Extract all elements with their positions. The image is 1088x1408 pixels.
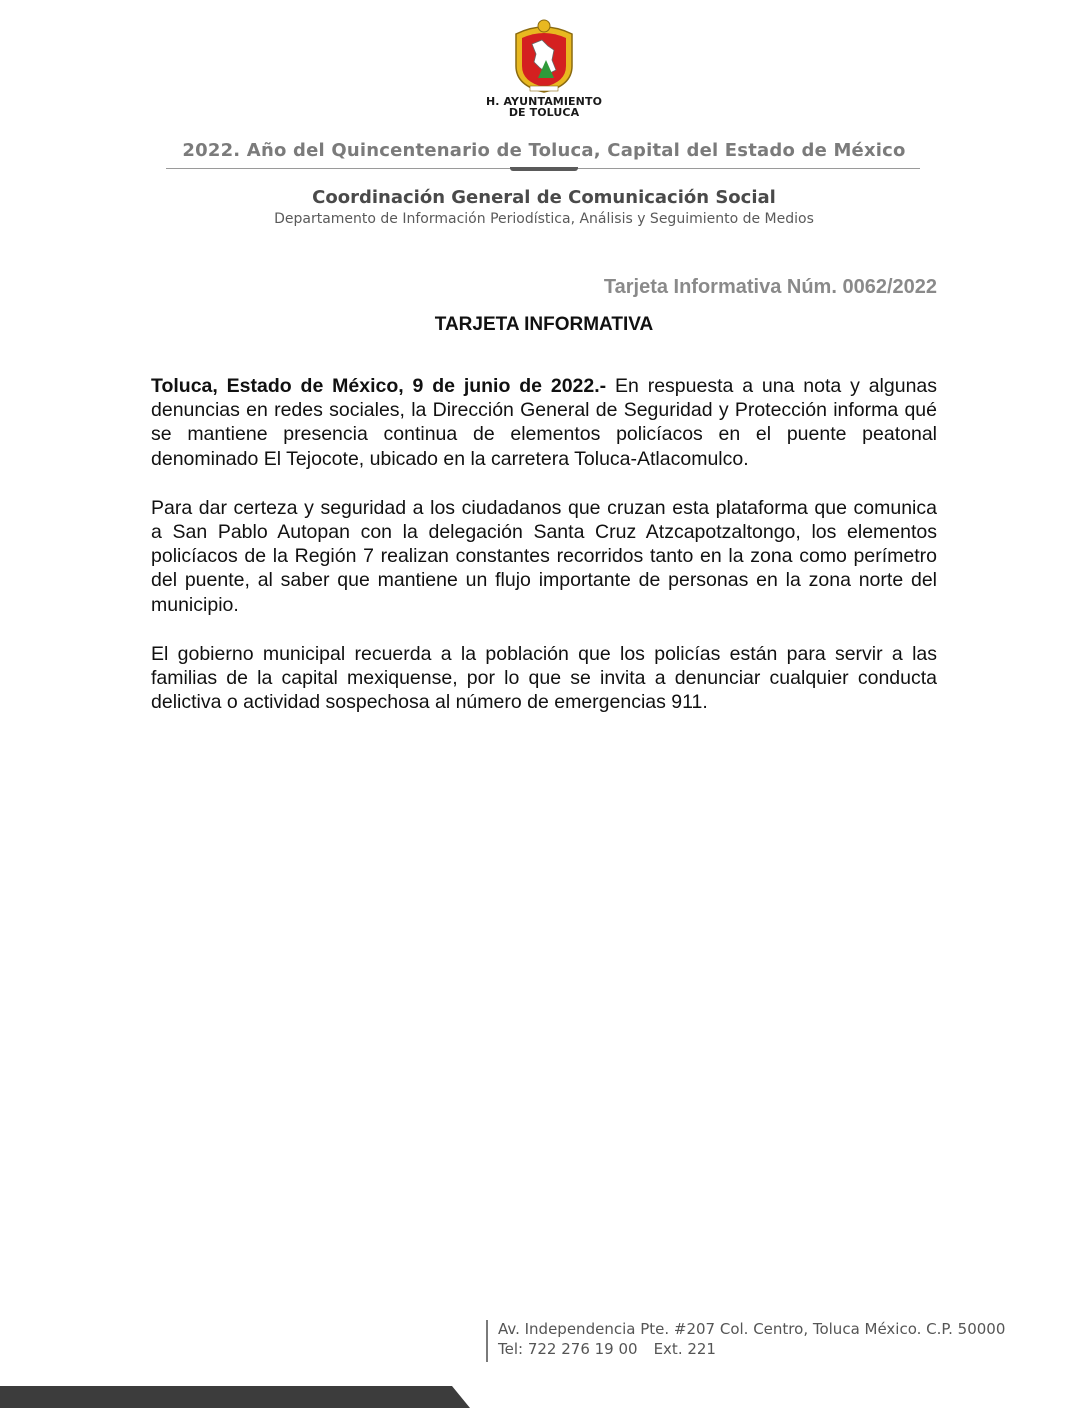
crest-caption — [468, 96, 620, 118]
year-motto: 2022. Año del Quincentenario de Toluca, Capital del Estado de México — [182, 140, 906, 161]
paragraph-1-text: En respuesta a una nota y algunas denuncias en redes sociales, la Dirección General de Seguridad y Protección informa qué se mantiene presencia continua de elementos policíacos en el puente peatonal denominado El Tejocote, ubicado en la carretera Toluca-Atlacomulco. — [151, 375, 938, 470]
crest-caption-line2: DE TOLUCA — [508, 106, 580, 119]
dateline: Toluca, Estado de México, 9 de junio de 2022.- — [151, 375, 607, 397]
paragraph-1 — [151, 374, 937, 471]
document-title: TARJETA INFORMATIVA — [434, 314, 654, 335]
department-name: Departamento de Información Periodística, Análisis y Seguimiento de Medios — [274, 211, 814, 227]
footer-band — [0, 1386, 470, 1408]
document-body — [151, 374, 937, 739]
footer-contact — [498, 1340, 716, 1358]
card-number: Tarjeta Informativa Núm. 0062/2022 — [603, 276, 937, 298]
paragraph-3: El gobierno municipal recuerda a la población que los policías están para servir a las familias de la capital mexiquense, por lo que se invita a denunciar cualquier conducta delictiva o actividad sospechosa al número de emergencias 911. — [151, 642, 937, 714]
toluca-coat-of-arms-logo — [508, 16, 580, 94]
coordination-name: Coordinación General de Comunicación Social — [312, 187, 776, 208]
header-divider-notch — [510, 167, 578, 171]
footer-phone: Tel: 722 276 19 00 — [498, 1340, 638, 1358]
paragraph-2: Para dar certeza y seguridad a los ciudadanos que cruzan esta plataforma que comunica a San Pablo Autopan con la delegación Santa Cruz Atzcapotzaltongo, los elementos policíacos de la Región 7 realizan constantes recorridos tanto en la zona como perímetro del puente, al saber que mantiene un flujo importante de personas en la zona norte del municipio. — [151, 496, 937, 616]
footer-address: Av. Independencia Pte. #207 Col. Centro, Toluca México. C.P. 50000 — [498, 1320, 1006, 1338]
crest-caption-line1: H. AYUNTAMIENTO — [485, 95, 603, 108]
footer-extension: Ext. 221 — [653, 1340, 716, 1358]
footer-divider — [486, 1320, 488, 1362]
